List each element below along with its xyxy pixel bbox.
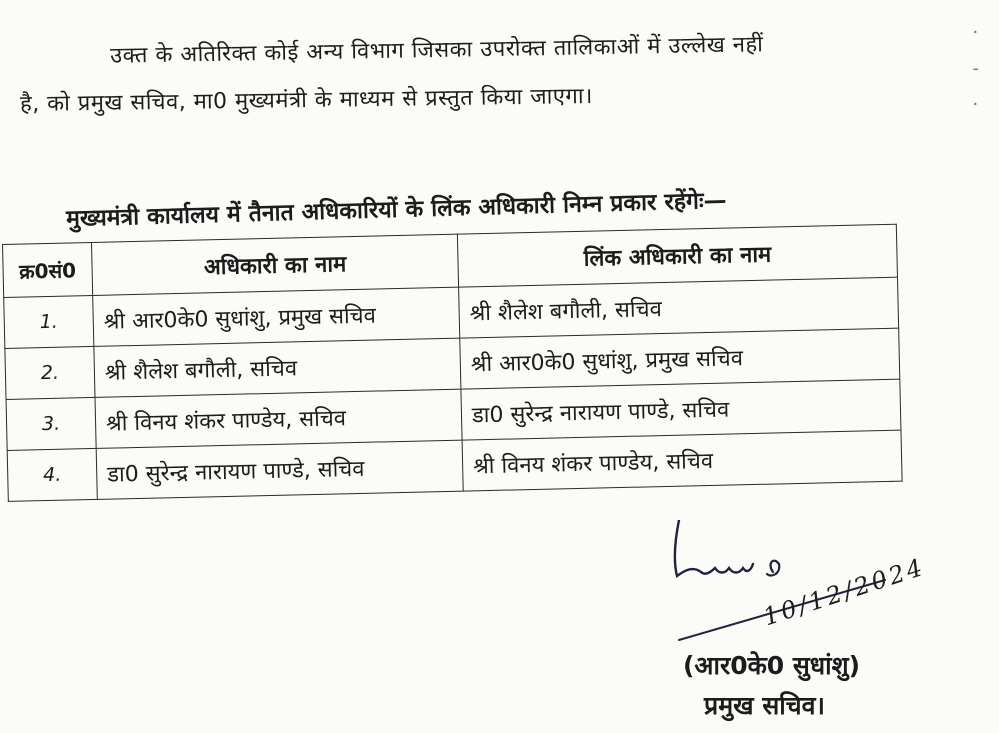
serial-cell: 2. (5, 346, 95, 399)
link-officer-cell: श्री विनय शंकर पाण्डेय, सचिव (462, 430, 902, 491)
serial-cell: 4. (7, 448, 97, 501)
header-serial: क्र0सं0 (3, 242, 93, 297)
link-officer-table (2, 224, 903, 519)
section-heading: मुख्यमंत्री कार्यालय में तैनात अधिकारियों के लिंक अधिकारी निम्न प्रकार रहेंगेः— (65, 187, 727, 233)
header-officer: अधिकारी का नाम (91, 234, 458, 295)
officer-cell: श्री आर0के0 सुधांशु, प्रमुख सचिव (93, 287, 460, 346)
header-link-officer: लिंक अधिकारी का नाम (457, 224, 897, 287)
signature-date: 10/12/2024 (759, 552, 929, 632)
link-officer-cell: डा0 सुरेन्द्र नारायण पाण्डे, सचिव (461, 379, 901, 440)
officer-cell: डा0 सुरेन्द्र नारायण पाण्डे, सचिव (96, 440, 463, 499)
officer-cell: श्री विनय शंकर पाण्डेय, सचिव (95, 389, 462, 448)
margin-marks: · - · (972, 22, 979, 115)
officer-cell: श्री शैलेश बगौली, सचिव (94, 338, 461, 397)
signer-title: प्रमुख सचिव। (704, 691, 825, 720)
link-officer-cell: श्री शैलेश बगौली, सचिव (459, 277, 899, 338)
signer-name: (आर0के0 सुधांशु) (683, 651, 861, 680)
paragraph-line-2: है, को प्रमुख सचिव, मा0 मुख्यमंत्री के माध्यम से प्रस्तुत किया जाएगा। (19, 84, 594, 117)
paragraph-line-1: उक्त के अतिरिक्त कोई अन्य विभाग जिसका उपरोक्त तालिकाओं में उल्लेख नहीं (109, 32, 764, 69)
serial-cell: 3. (6, 397, 96, 450)
link-officer-cell: श्री आर0के0 सुधांशु, प्रमुख सचिव (460, 328, 900, 389)
serial-cell: 1. (4, 295, 94, 348)
